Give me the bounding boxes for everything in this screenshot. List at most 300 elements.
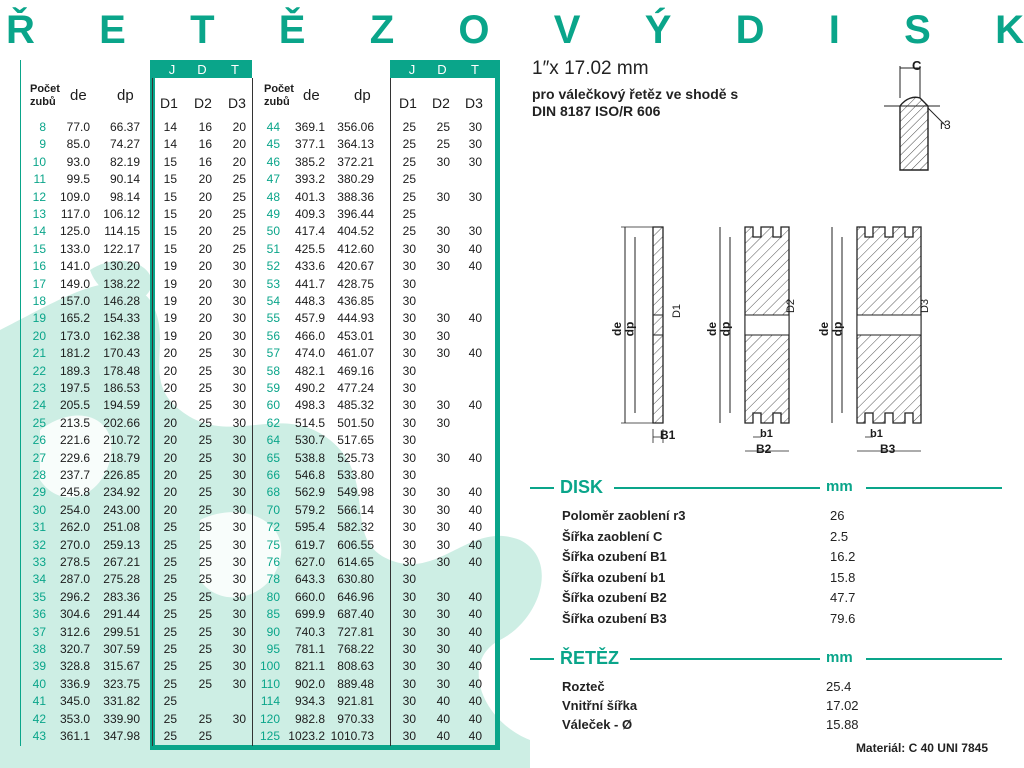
title-letter: D (735, 8, 765, 52)
cell-d2: 25 (198, 468, 212, 482)
cell-d2: 30 (436, 642, 450, 656)
standard-description-line: pro válečkový řetěz ve shodě s (532, 86, 739, 102)
cell-d2: 25 (198, 589, 212, 604)
cell-d2: 30 (436, 328, 450, 343)
disk-unit: mm (826, 478, 853, 495)
cell-d1: 19 (163, 328, 177, 343)
cell-d3: 40 (468, 694, 482, 709)
cell-teeth: 11 (33, 172, 46, 187)
cell-d2: 25 (198, 363, 212, 378)
cell-d1: 14 (163, 137, 177, 152)
cell-d1: 19 (163, 311, 177, 326)
label-b3: B3 (880, 442, 896, 456)
cell-dp: 339.90 (103, 711, 140, 726)
cell-d3: 30 (468, 120, 482, 134)
column-divider (152, 78, 153, 746)
label-d2: D2 (785, 298, 798, 314)
cell-dp: 1010.73 (330, 729, 374, 743)
cell-d1: 20 (163, 485, 177, 500)
cell-teeth: 65 (266, 450, 280, 465)
cell-d2: 25 (198, 433, 212, 448)
cell-teeth: 15 (32, 241, 46, 256)
cell-de: 425.5 (294, 241, 325, 256)
cell-d3: 25 (232, 224, 246, 239)
cell-d2: 25 (198, 485, 212, 500)
cell-de: 627.0 (294, 555, 325, 569)
disk-heading: DISK (560, 477, 604, 497)
cell-d2: 30 (436, 537, 450, 552)
cell-d2: 25 (198, 642, 212, 656)
cell-dp: 202.66 (103, 415, 140, 430)
cell-teeth: 125 (259, 729, 280, 743)
cell-de: 546.8 (294, 468, 325, 482)
cell-teeth: 28 (32, 468, 46, 482)
cell-dp: 218.79 (103, 450, 140, 465)
cell-d3: 30 (232, 363, 246, 378)
cell-d2: 16 (198, 120, 212, 134)
cell-d2: 30 (436, 259, 450, 274)
cell-dp: 347.98 (103, 729, 140, 743)
cell-d3: 30 (232, 520, 246, 535)
cell-d3: 30 (232, 346, 246, 361)
cell-teeth: 90 (266, 624, 280, 639)
cell-d1: 20 (163, 398, 177, 413)
cell-dp: 566.14 (337, 502, 374, 517)
cell-d2: 25 (198, 502, 212, 517)
cell-dp: 687.40 (337, 607, 374, 622)
cell-de: 93.0 (66, 154, 90, 169)
cell-d2: 25 (436, 137, 450, 152)
cell-teeth: 114 (260, 694, 280, 709)
cell-de: 448.3 (294, 294, 325, 308)
cell-d2: 20 (198, 328, 212, 343)
cell-d3: 40 (468, 311, 482, 326)
cell-d2: 25 (198, 572, 212, 587)
chain-property-label: Rozteč (562, 679, 605, 694)
cell-d1: 30 (402, 241, 416, 256)
cell-de: 205.5 (59, 398, 90, 413)
cell-de: 254.0 (59, 502, 90, 517)
cell-de: 934.3 (294, 694, 325, 709)
cell-d2: 30 (436, 555, 450, 569)
cell-d3: 40 (468, 502, 482, 517)
cell-d3: 40 (468, 607, 482, 622)
cell-d1: 25 (163, 729, 177, 743)
cell-teeth: 14 (32, 224, 46, 239)
cell-d2: 25 (198, 537, 212, 552)
cell-teeth: 70 (266, 502, 280, 517)
cell-d2: 30 (436, 502, 450, 517)
cell-d2: 30 (436, 398, 450, 413)
cell-de: 579.2 (294, 502, 325, 517)
cell-de: 109.0 (59, 189, 90, 204)
cell-d2: 30 (436, 607, 450, 622)
cell-de: 262.0 (59, 520, 90, 535)
cell-d3: 25 (232, 241, 246, 256)
label-d3: D3 (919, 298, 932, 314)
label-b1-small: b1 (760, 428, 773, 440)
cell-d3: 30 (232, 502, 246, 517)
cell-dp: 194.59 (103, 398, 140, 413)
cell-d1: 20 (163, 415, 177, 430)
cell-d2: 16 (198, 137, 212, 152)
section-rule (614, 487, 820, 489)
title-letter: E (99, 8, 126, 52)
cell-teeth: 23 (32, 381, 46, 395)
cell-de: 165.2 (59, 311, 90, 326)
cell-teeth: 46 (266, 154, 280, 169)
cell-d1: 25 (163, 555, 177, 569)
cell-dp: 808.63 (337, 659, 374, 674)
cell-d3: 30 (232, 294, 246, 308)
cell-teeth: 80 (266, 589, 280, 604)
cell-d2: 25 (436, 120, 450, 134)
cell-dp: 114.15 (104, 224, 140, 239)
chain-property-value: 17.02 (826, 698, 859, 713)
cell-d3: 40 (468, 450, 482, 465)
cell-teeth: 19 (32, 311, 46, 326)
cell-d3: 30 (232, 642, 246, 656)
cell-teeth: 41 (32, 694, 46, 709)
cell-d2: 20 (198, 259, 212, 274)
cell-teeth: 95 (266, 642, 280, 656)
cell-d3: 40 (468, 520, 482, 535)
cell-d1: 30 (402, 711, 416, 726)
cell-dp: 606.55 (337, 537, 374, 552)
cell-d3: 30 (232, 572, 246, 587)
cell-de: 1023.2 (288, 729, 325, 743)
cell-d1: 30 (402, 624, 416, 639)
cell-de: 149.0 (59, 276, 90, 291)
cell-de: 213.5 (59, 415, 90, 430)
cell-de: 270.0 (59, 537, 90, 552)
cell-d2: 40 (436, 729, 450, 743)
title-letter: Z (369, 8, 395, 52)
cell-d3: 30 (232, 711, 246, 726)
disk-property-value: 2.5 (830, 528, 849, 544)
disk-property-value: 16.2 (830, 549, 856, 564)
cell-d2: 25 (198, 676, 212, 691)
title-letter: V (553, 8, 581, 52)
cell-teeth: 17 (32, 276, 46, 291)
disk-property-label: Poloměr zaoblení r3 (562, 508, 686, 523)
cell-d1: 20 (163, 346, 177, 361)
cell-teeth: 56 (266, 328, 280, 343)
cell-de: 336.9 (59, 676, 90, 691)
cell-d3: 40 (468, 398, 482, 413)
cell-de: 133.0 (59, 241, 90, 256)
cell-d2: 20 (198, 224, 212, 239)
cell-d3: 40 (468, 659, 482, 674)
cell-teeth: 22 (32, 363, 46, 378)
cell-de: 117.0 (60, 207, 90, 221)
cell-teeth: 25 (32, 415, 46, 430)
cell-dp: 970.33 (337, 711, 374, 726)
cell-teeth: 120 (259, 711, 280, 726)
label-dp: dp (718, 321, 733, 337)
cell-d2: 25 (198, 624, 212, 639)
cell-dp: 323.75 (103, 676, 140, 691)
cell-d1: 25 (402, 207, 416, 221)
label-d1: D1 (671, 303, 684, 319)
cell-teeth: 66 (266, 468, 280, 482)
cell-teeth: 24 (32, 398, 46, 413)
cell-teeth: 36 (32, 607, 46, 622)
cell-d3: 40 (468, 537, 482, 552)
cell-d2: 25 (198, 415, 212, 430)
cell-dp: 614.65 (337, 555, 374, 569)
cell-dp: 234.92 (103, 485, 140, 500)
cell-d1: 20 (163, 381, 177, 395)
cell-dp: 243.00 (103, 502, 140, 517)
cell-de: 417.4 (294, 224, 325, 239)
cell-dp: 74.27 (109, 137, 140, 152)
cell-dp: 331.82 (103, 694, 140, 709)
cell-d1: 15 (163, 189, 177, 204)
cell-d2: 25 (198, 381, 212, 395)
cell-teeth: 50 (266, 224, 280, 239)
cell-d1: 15 (163, 241, 177, 256)
label-de: de (610, 321, 625, 337)
cell-d1: 30 (402, 468, 416, 482)
cell-teeth: 32 (32, 537, 46, 552)
cell-dp: 444.93 (337, 311, 374, 326)
disk-property-label: Šířka ozubení B2 (562, 590, 667, 605)
cell-de: 619.7 (294, 537, 325, 552)
band-label-j: J (168, 62, 176, 77)
cell-teeth: 21 (32, 346, 46, 361)
cell-d1: 20 (163, 433, 177, 448)
cell-d3: 40 (468, 241, 482, 256)
cell-dp: 130.20 (103, 259, 140, 274)
cell-d1: 25 (163, 711, 177, 726)
header-d2: D2 (432, 95, 450, 111)
disk-property-label: Šířka zaoblení C (562, 528, 663, 544)
disk-property-label: Šířka ozubení B1 (562, 549, 667, 564)
cell-dp: 477.24 (337, 381, 374, 395)
cell-de: 821.1 (294, 659, 325, 674)
cell-dp: 299.51 (103, 624, 140, 639)
cell-d1: 20 (163, 450, 177, 465)
cell-de: 385.2 (294, 154, 325, 169)
cell-teeth: 62 (266, 415, 280, 430)
standard-description (532, 86, 832, 120)
cell-d3: 30 (232, 398, 246, 413)
cell-d1: 30 (402, 555, 416, 569)
cell-de: 538.8 (294, 450, 325, 465)
cell-de: 181.2 (59, 346, 90, 361)
cell-d2: 30 (436, 676, 450, 691)
cell-d2: 20 (198, 276, 212, 291)
cell-d3: 30 (468, 189, 482, 204)
band-label-d: D (437, 62, 447, 77)
cell-teeth: 20 (32, 328, 46, 343)
cell-teeth: 59 (266, 381, 280, 395)
cell-de: 982.8 (294, 711, 325, 726)
cell-de: 393.2 (294, 172, 325, 187)
cell-dp: 533.80 (337, 468, 374, 482)
pitch-spec: 1″x 17.02 mm (532, 58, 649, 79)
cell-d2: 20 (198, 172, 212, 187)
label-r3: r3 (940, 118, 951, 132)
cell-d1: 15 (163, 224, 177, 239)
cell-d3: 30 (232, 433, 246, 448)
chain-property-label: Vnitřní šířka (562, 698, 638, 713)
cell-d3: 40 (468, 346, 482, 361)
cell-de: 902.0 (294, 676, 325, 691)
cell-dp: 549.98 (337, 485, 374, 500)
cell-de: 530.7 (294, 433, 325, 448)
cell-teeth: 55 (266, 311, 280, 326)
section-rule (530, 487, 554, 489)
cell-d2: 25 (198, 450, 212, 465)
cell-d1: 25 (163, 537, 177, 552)
cell-dp: 396.44 (337, 207, 374, 221)
cell-d1: 30 (402, 346, 416, 361)
cell-dp: 380.29 (337, 172, 374, 187)
cell-d1: 30 (402, 450, 416, 465)
cell-de: 237.7 (59, 468, 90, 482)
standard-description-line: DIN 8187 ISO/R 606 (532, 103, 661, 119)
cell-d3: 30 (232, 659, 246, 674)
cell-de: 482.1 (294, 363, 325, 378)
chain-property-value: 15.88 (826, 717, 859, 732)
cell-d3: 30 (232, 259, 246, 274)
cell-dp: 315.67 (103, 659, 140, 674)
cell-d3: 25 (232, 207, 246, 221)
cell-teeth: 31 (32, 520, 46, 535)
cell-teeth: 57 (266, 346, 280, 361)
cell-de: 353.0 (59, 711, 90, 726)
cell-d2: 25 (198, 711, 212, 726)
cell-d3: 30 (232, 676, 246, 691)
cell-teeth: 110 (260, 676, 280, 691)
cell-dp: 259.13 (103, 537, 140, 552)
cell-teeth: 78 (266, 572, 280, 587)
cell-dp: 469.16 (337, 363, 374, 378)
cell-d1: 19 (163, 294, 177, 308)
title-letter: Ý (644, 8, 672, 52)
cell-de: 699.9 (294, 607, 325, 622)
title-letter: S (904, 8, 931, 52)
cell-d1: 25 (402, 172, 416, 187)
cell-d2: 20 (198, 311, 212, 326)
cell-d1: 25 (163, 607, 177, 622)
cell-d3: 30 (468, 224, 482, 239)
cell-d3: 40 (468, 624, 482, 639)
title-letter: I (828, 8, 840, 52)
cell-d2: 30 (436, 485, 450, 500)
cell-d3: 30 (232, 468, 246, 482)
cell-de: 498.3 (294, 398, 325, 413)
cell-teeth: 37 (32, 624, 46, 639)
cell-de: 141.0 (59, 259, 90, 274)
cell-d1: 25 (163, 589, 177, 604)
cell-d2: 30 (436, 624, 450, 639)
cell-de: 401.3 (294, 189, 325, 204)
cell-d3: 20 (232, 154, 246, 169)
cell-de: 157.0 (59, 294, 90, 308)
cell-de: 361.1 (59, 729, 90, 743)
column-divider (20, 60, 21, 746)
cell-d2: 25 (198, 659, 212, 674)
title-letter: K (995, 8, 1024, 52)
cell-d2: 25 (198, 729, 212, 743)
title-letter: Ě (278, 8, 306, 52)
cell-dp: 356.06 (337, 120, 374, 134)
cell-d3: 30 (232, 485, 246, 500)
cell-d1: 25 (402, 137, 416, 152)
cell-de: 189.3 (59, 363, 90, 378)
cell-dp: 267.21 (103, 555, 140, 569)
cell-d1: 30 (402, 294, 416, 308)
chain-property-label: Váleček - Ø (562, 717, 633, 732)
cell-dp: 178.48 (103, 363, 140, 378)
cell-d3: 20 (232, 137, 246, 152)
label-b1-small: b1 (870, 428, 883, 440)
cell-de: 514.5 (294, 415, 325, 430)
cell-teeth: 47 (266, 172, 280, 187)
cell-d2: 20 (198, 241, 212, 256)
cell-dp: 485.32 (337, 398, 374, 413)
cell-teeth: 58 (266, 363, 280, 378)
cell-d2: 30 (436, 311, 450, 326)
cell-teeth: 64 (266, 433, 280, 448)
cell-d1: 25 (163, 520, 177, 535)
cell-d1: 30 (402, 589, 416, 604)
cell-teeth: 40 (32, 676, 46, 691)
cell-d2: 25 (198, 520, 212, 535)
label-de: de (705, 321, 720, 337)
section-rule (866, 658, 1002, 660)
cell-dp: 90.14 (109, 172, 140, 187)
cell-teeth: 33 (32, 555, 46, 569)
cell-teeth: 85 (266, 607, 280, 622)
cell-d1: 19 (163, 276, 177, 291)
cell-d2: 30 (436, 154, 450, 169)
cell-d1: 30 (402, 676, 416, 691)
cell-dp: 727.81 (337, 624, 374, 639)
header-pocet-zubu: Počet zubů (264, 83, 294, 108)
label-de: de (817, 321, 832, 337)
cell-d3: 40 (468, 485, 482, 500)
cell-teeth: 8 (39, 120, 46, 134)
cell-d1: 30 (402, 433, 416, 448)
disk-property-value: 26 (830, 508, 845, 523)
cell-d1: 25 (163, 694, 177, 709)
cell-d1: 30 (402, 485, 416, 500)
cell-d2: 20 (198, 207, 212, 221)
header-dp: dp (117, 87, 134, 104)
cell-de: 345.0 (59, 694, 90, 709)
cell-d2: 16 (198, 154, 212, 169)
disk-property-label: Šířka ozubení B3 (562, 610, 667, 626)
material-note: Materiál: C 40 UNI 7845 (855, 741, 988, 755)
cell-de: 441.7 (294, 276, 325, 291)
cell-d1: 20 (163, 468, 177, 482)
cell-dp: 420.67 (337, 259, 374, 274)
cell-de: 173.0 (59, 328, 90, 343)
cell-dp: 66.37 (109, 120, 140, 134)
cell-d3: 30 (232, 450, 246, 465)
cell-de: 474.0 (294, 346, 325, 361)
cell-de: 457.9 (294, 311, 325, 326)
cell-d3: 40 (468, 711, 482, 726)
cell-de: 643.3 (294, 572, 325, 587)
cell-de: 245.8 (59, 485, 90, 500)
cell-d1: 25 (402, 224, 416, 239)
cell-d3: 30 (232, 624, 246, 639)
